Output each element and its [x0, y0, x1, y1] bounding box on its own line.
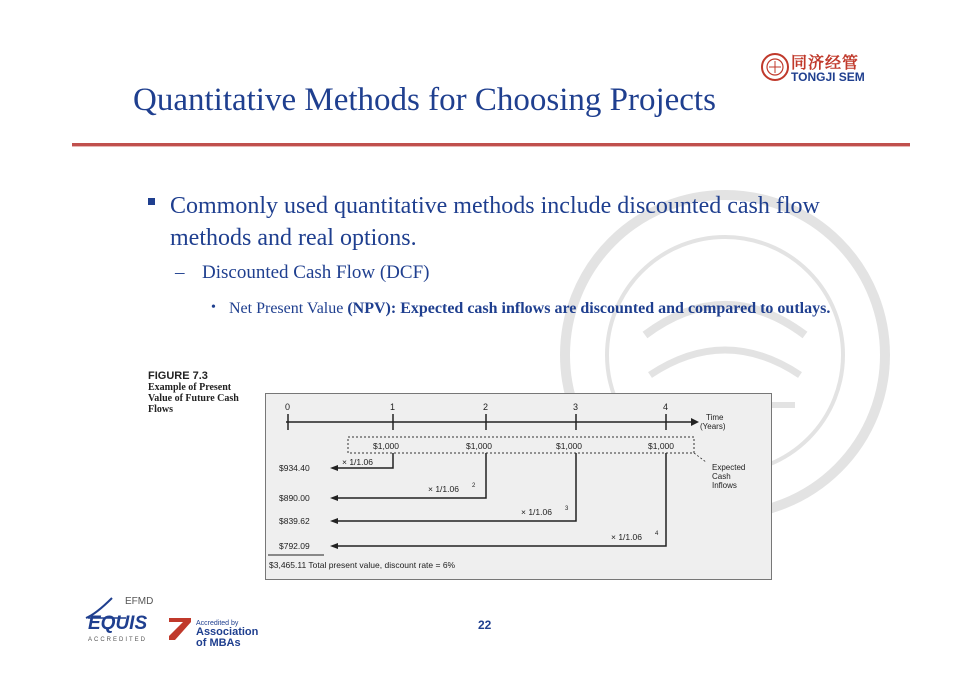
figure-caption: [148, 370, 258, 415]
expected-label: Cash: [712, 472, 731, 481]
year-label: 4: [663, 402, 669, 412]
pv-arrow-icon: [330, 543, 338, 549]
year-label: 0: [285, 402, 291, 412]
dash-marker: –: [175, 262, 185, 283]
amba-name: [196, 627, 258, 649]
years-label: (Years): [700, 422, 726, 431]
factor-exponent: 4: [655, 531, 659, 537]
pv-arrow-icon: [330, 465, 338, 471]
discount-factor: × 1/1.06: [611, 532, 642, 542]
discount-factor: × 1/1.06: [521, 507, 552, 517]
expected-label: Inflows: [712, 481, 737, 490]
total-present-value: $3,465.11 Total present value, discount rate = 6%: [269, 560, 456, 570]
expected-label: Expected: [712, 463, 746, 472]
discount-factor: × 1/1.06: [342, 457, 373, 467]
present-value: $890.00: [279, 493, 310, 503]
equis-label: EQUIS: [88, 613, 148, 634]
subsub-bullet-text: [229, 298, 869, 320]
title-divider-shadow: [72, 146, 910, 147]
bullet-square-icon: [148, 198, 155, 205]
bullet-text: Commonly used quantitative methods include discounted cash flow methods and real options.: [170, 193, 820, 251]
factor-exponent: 3: [565, 506, 569, 512]
cash-flow-value: $1,000: [556, 441, 582, 451]
pv-arrow-icon: [330, 518, 338, 524]
present-value: $839.62: [279, 516, 310, 526]
dot-marker: •: [211, 300, 216, 315]
figure-caption-text: Example of Present Value of Future Cash Flows: [148, 382, 239, 415]
year-label: 1: [390, 402, 396, 412]
cash-flow-value: $1,000: [648, 441, 674, 451]
efmd-label: EFMD: [125, 596, 154, 607]
figure-number: FIGURE 7.3: [148, 370, 208, 382]
discount-factor: × 1/1.06: [428, 484, 459, 494]
page-number: 22: [478, 618, 492, 632]
year-label: 2: [483, 402, 489, 412]
present-value: $934.40: [279, 463, 310, 473]
pv-arrow-icon: [330, 495, 338, 501]
logo-name-en: TONGJI SEM: [791, 70, 865, 84]
pv-diagram: [266, 394, 771, 579]
amba-line-1: Association: [196, 626, 259, 638]
cash-flow-value: $1,000: [466, 441, 492, 451]
present-value: $792.09: [279, 541, 310, 551]
time-label: Time: [706, 413, 724, 422]
sub-bullet-text: Discounted Cash Flow (DCF): [202, 262, 430, 283]
slide-title: Quantitative Methods for Choosing Projects: [133, 82, 716, 118]
amba-mark-icon: [167, 616, 193, 642]
cash-flow-value: $1,000: [373, 441, 399, 451]
timeline-arrow-icon: [691, 418, 699, 426]
amba-small-label: Accredited by: [196, 620, 239, 627]
pv-figure: [265, 393, 772, 580]
factor-exponent: 2: [472, 483, 476, 489]
npv-bold-text: (NPV): Expected cash inflows are discounted and compared to outlays.: [347, 300, 831, 317]
cash-flow-box: [348, 437, 694, 453]
accredited-label: ACCREDITED: [88, 637, 148, 643]
amba-line-2: of MBAs: [196, 637, 241, 649]
tongji-seal-icon: [760, 52, 790, 82]
npv-lead-text: Net Present Value: [229, 300, 348, 317]
expected-pointer: [694, 453, 706, 462]
year-label: 3: [573, 402, 579, 412]
logo-name-cn: 同济经管: [791, 53, 860, 72]
